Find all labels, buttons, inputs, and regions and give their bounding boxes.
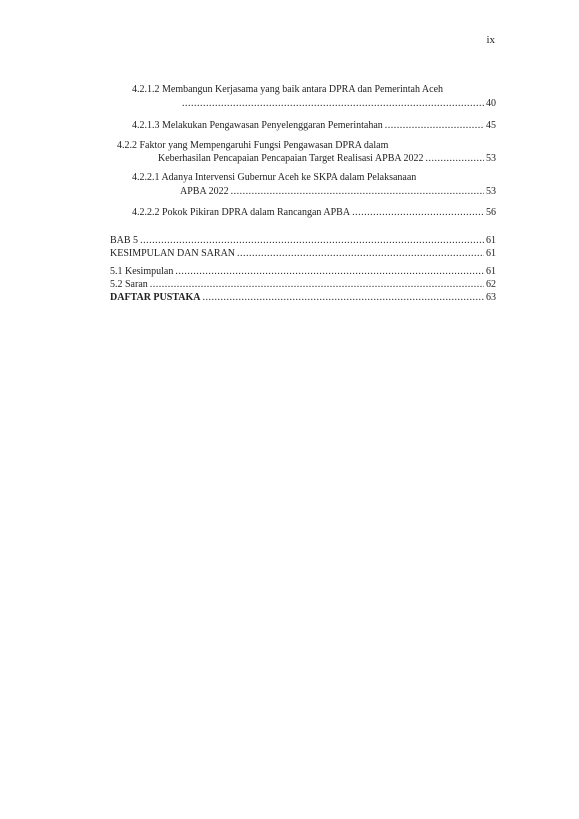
- toc-page-number: 61: [486, 248, 496, 259]
- toc-page-number: 61: [486, 235, 496, 246]
- toc-entry-title-cont: Keberhasilan Pencapaian Pencapaian Target Realisasi APBA 2022: [158, 153, 424, 164]
- toc-entry-title: KESIMPULAN DAN SARAN: [110, 248, 236, 259]
- toc-page-number: 45: [486, 120, 496, 131]
- leader-dots: [352, 207, 484, 219]
- leader-dots: [231, 186, 484, 198]
- toc-page-number: 40: [486, 98, 496, 109]
- toc-entry-title-cont: APBA 2022: [180, 186, 229, 197]
- toc-page-number: 62: [486, 279, 496, 290]
- toc-page-number: 53: [486, 153, 496, 164]
- leader-dots: [140, 235, 484, 247]
- toc-entry-title: 5.2 Saran: [110, 279, 148, 290]
- toc-entry-title: 4.2.1.3 Melakukan Pengawasan Penyelenggaran Pemerintahan: [132, 120, 383, 131]
- toc-page-number: 56: [486, 207, 496, 218]
- page-number: ix: [486, 34, 495, 46]
- toc-page-number: 61: [486, 266, 496, 277]
- leader-dots: [385, 120, 484, 132]
- toc-page-number: 53: [486, 186, 496, 197]
- toc-entry-title: 5.1 Kesimpulan: [110, 266, 174, 277]
- toc-entry-title: BAB 5: [110, 235, 139, 246]
- leader-dots: [182, 98, 484, 110]
- toc-entry-title: 4.2.2.1 Adanya Intervensi Gubernur Aceh ke SKPA dalam Pelaksanaan: [132, 172, 417, 183]
- leader-dots: [202, 292, 484, 304]
- leader-dots: [426, 153, 484, 165]
- toc-entry-title: 4.2.2 Faktor yang Mempengaruhi Fungsi Pengawasan DPRA dalam: [117, 140, 389, 151]
- toc-entry-title: DAFTAR PUSTAKA: [110, 292, 201, 303]
- toc-entry-title: 4.2.2.2 Pokok Pikiran DPRA dalam Rancangan APBA: [132, 207, 351, 218]
- toc-page-number: 63: [486, 292, 496, 303]
- toc-entry-title: 4.2.1.2 Membangun Kerjasama yang baik antara DPRA dan Pemerintah Aceh: [132, 84, 444, 95]
- leader-dots: [237, 248, 484, 260]
- leader-dots: [175, 266, 484, 278]
- leader-dots: [150, 279, 484, 291]
